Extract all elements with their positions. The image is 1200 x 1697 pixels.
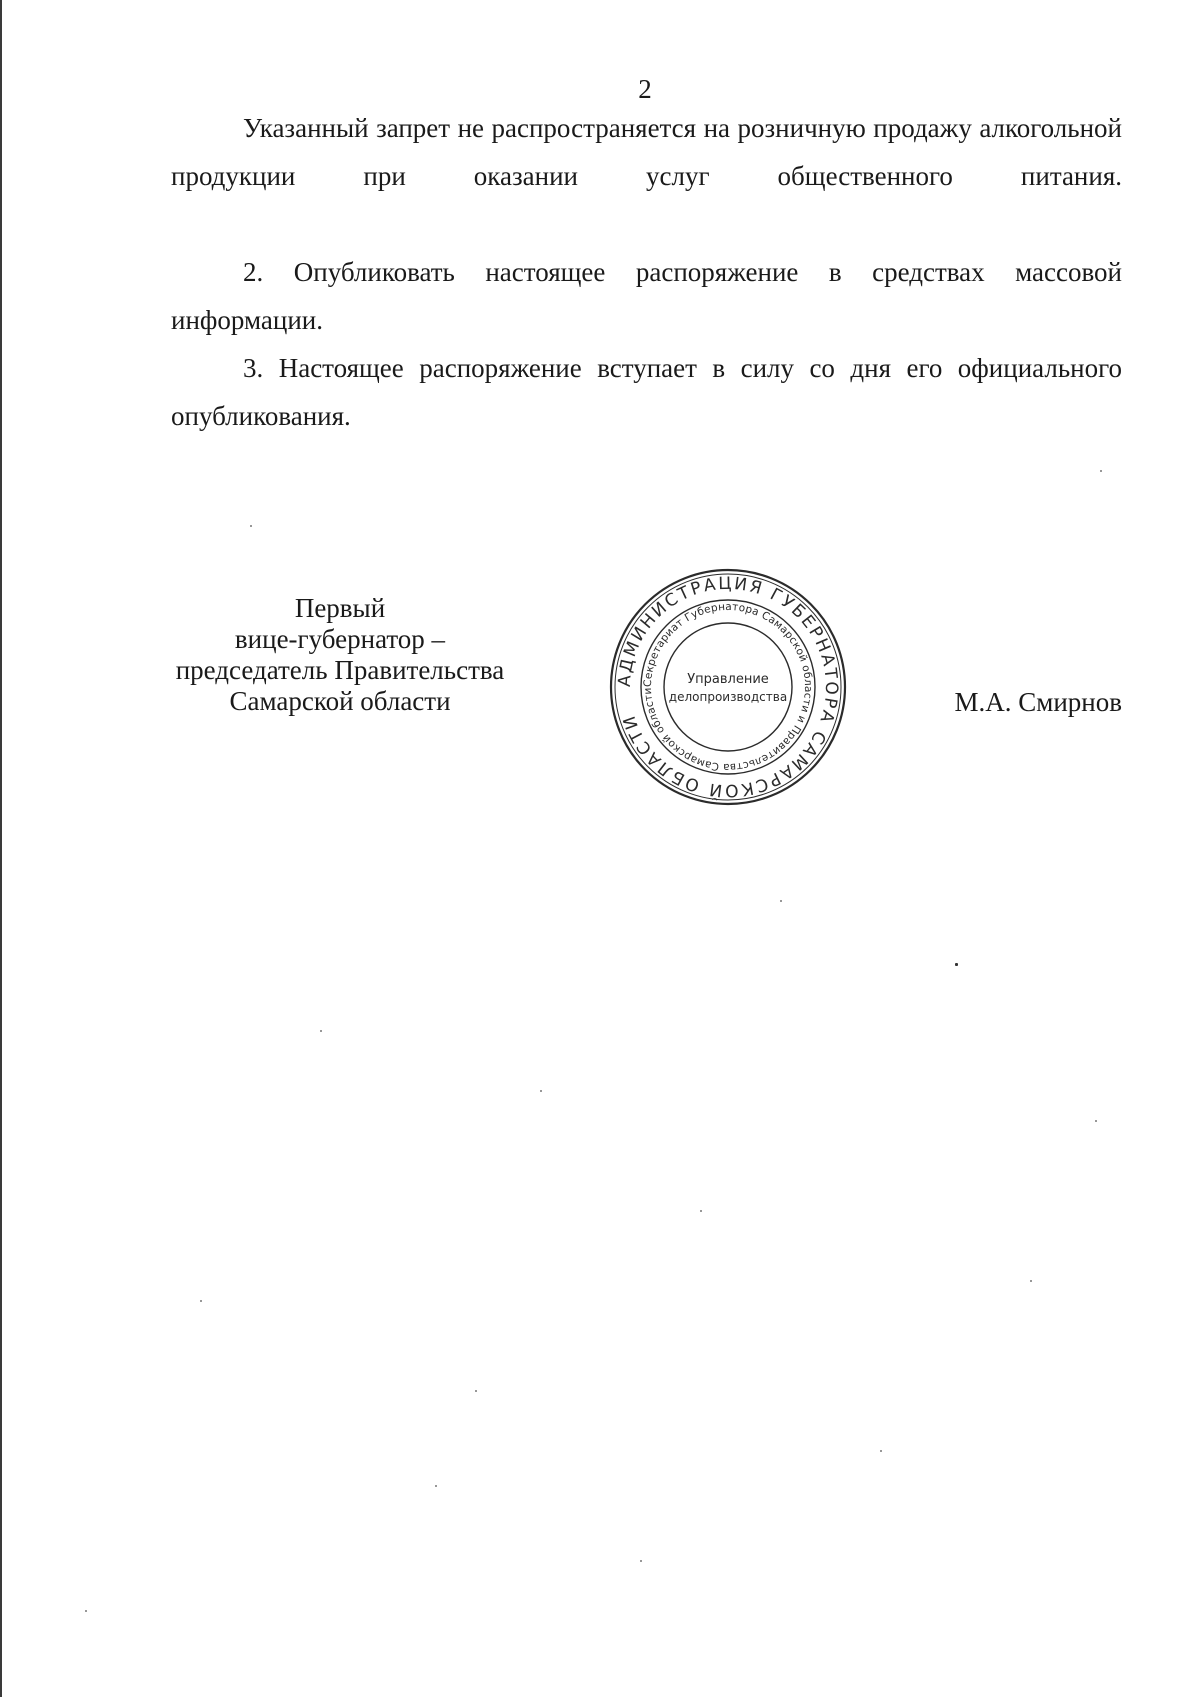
scan-speck	[320, 1030, 322, 1032]
paragraph-ban-exception: Указанный запрет не распространяется на розничную продажу алкогольной продукции при оказании услуг общественного питания.	[171, 113, 1122, 191]
seal-center-line: делопроизводства	[668, 690, 788, 704]
scan-speck	[880, 1450, 882, 1452]
paragraph-publish: 2. Опубликовать настоящее распоряжение в средствах массовой информации.	[171, 257, 1122, 335]
scan-speck	[435, 1485, 437, 1487]
seal-outer-text: АДМИНИСТРАЦИЯ ГУБЕРНАТОРА САМАРСКОЙ ОБЛАСТИ	[614, 573, 842, 801]
paragraph-effective-date: 3. Настоящее распоряжение вступает в силу со дня его официального опубликования.	[171, 353, 1122, 431]
scan-edge-line	[0, 0, 2, 1697]
scan-speck	[1100, 470, 1102, 472]
scan-speck	[780, 900, 782, 902]
scan-speck	[200, 1300, 202, 1302]
document-body	[171, 104, 1122, 440]
seal-inner-text: Секретариат Губернатора Самарской области и Правительства Самарской области	[641, 600, 815, 774]
signatory-title-line: Самарской области	[229, 686, 451, 716]
official-seal-stamp	[608, 567, 848, 807]
signatory-name: М.А. Смирнов	[954, 687, 1122, 717]
signatory-title-line: вице-губернатор –	[234, 624, 446, 654]
scan-speck	[700, 1210, 702, 1212]
scan-speck	[540, 1090, 542, 1092]
scan-speck	[475, 1390, 477, 1392]
signatory-title-line: председатель Правительства	[175, 655, 505, 685]
scan-speck	[955, 963, 958, 966]
signatory-title	[160, 593, 520, 717]
seal-inner-ring	[664, 623, 792, 751]
signatory-title-line: Первый	[294, 593, 386, 623]
scan-speck	[640, 1560, 642, 1562]
page-number: 2	[638, 74, 652, 104]
scan-speck	[85, 1610, 87, 1612]
scan-speck	[1095, 1120, 1097, 1122]
seal-middle-ring	[641, 600, 815, 774]
scan-speck	[1030, 1280, 1032, 1282]
seal-graphic	[608, 567, 848, 807]
scan-speck	[250, 525, 252, 527]
seal-center-line: Управление	[687, 672, 769, 687]
